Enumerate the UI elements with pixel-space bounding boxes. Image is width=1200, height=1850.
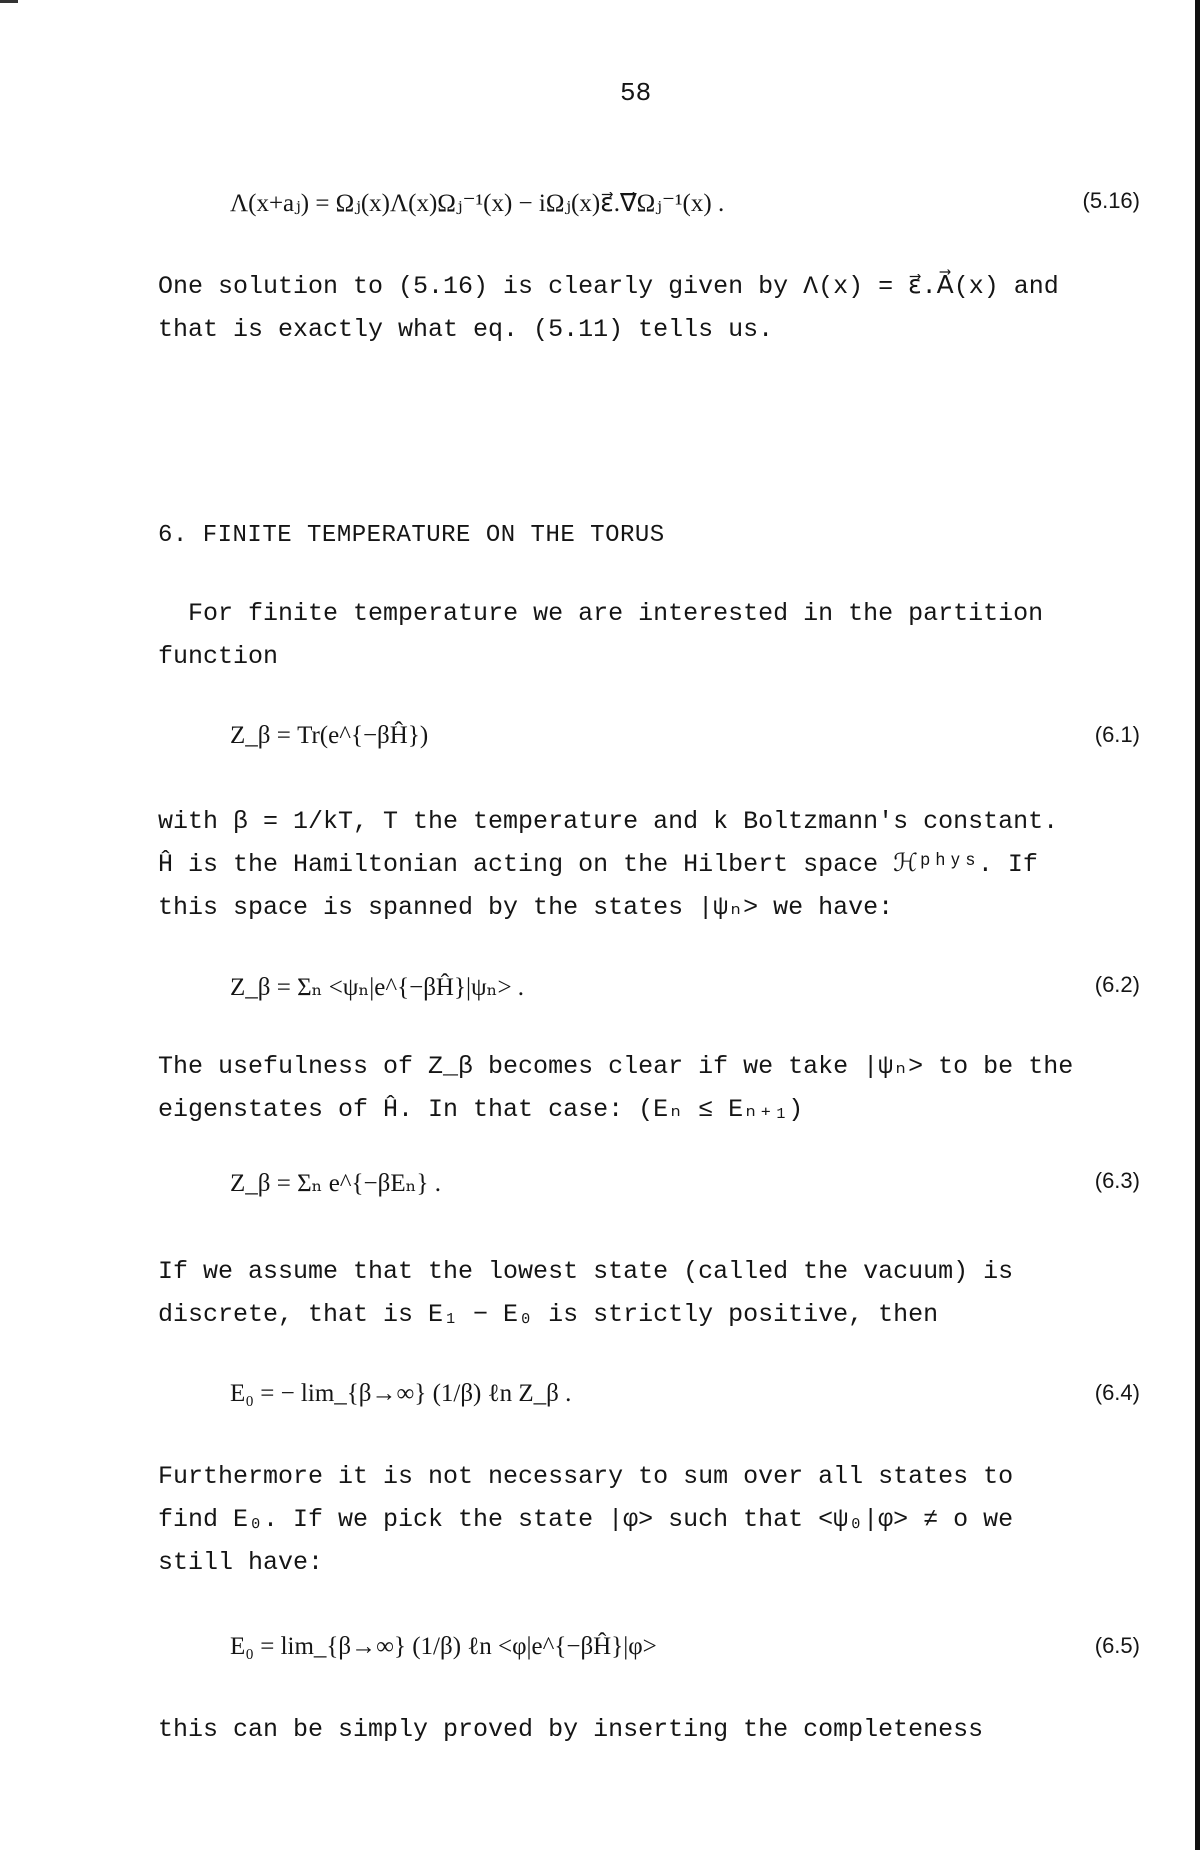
equation-6-3-body: Z_β = Σₙ e^{−βEₙ} . xyxy=(230,1170,441,1197)
equation-6-2-body: Z_β = Σₙ <ψₙ|e^{−βĤ}|ψₙ> . xyxy=(230,974,525,1001)
equation-5-16-body: Λ(x+aⱼ) = Ωⱼ(x)Λ(x)Ωⱼ⁻¹(x) − iΩⱼ(x)ε⃗.∇⃗Ωⱼ⁻¹(x) . xyxy=(230,190,725,217)
equation-6-4-number: (6.4) xyxy=(1094,1380,1140,1405)
paragraph-vacuum: If we assume that the lowest state (called the vacuum) is discrete, that is E₁ − E₀ is strictly positive, then xyxy=(158,1257,1014,1329)
equation-6-5-number: (6.5) xyxy=(1094,1633,1140,1658)
scan-corner-mark xyxy=(0,0,18,3)
equation-6-5 xyxy=(230,1633,1140,1673)
paragraph-definitions: with β = 1/kT, T the temperature and k Boltzmann's constant. Ĥ is the Hamiltonian acting on the Hilbert space ℋᵖʰʸˢ. If this space is spanned by the states |ψₙ> we have: xyxy=(158,807,1059,922)
section-heading: 6. FINITE TEMPERATURE ON THE TORUS xyxy=(158,522,665,549)
equation-6-1 xyxy=(230,722,1140,762)
equation-5-16-number: (5.16) xyxy=(1082,188,1140,213)
paragraph-solution: One solution to (5.16) is clearly given by Λ(x) = ε⃗.A⃗(x) and that is exactly what eq. (5.11) tells us. xyxy=(158,272,1059,344)
page-number: 58 xyxy=(620,78,652,108)
equation-6-2 xyxy=(230,972,1140,1012)
equation-6-5-body: E₀ = lim_{β→∞} (1/β) ℓn <φ|e^{−βĤ}|φ> xyxy=(230,1633,657,1660)
equation-6-1-body: Z_β = Tr(e^{−βĤ}) xyxy=(230,722,429,749)
equation-6-4-body: E₀ = − lim_{β→∞} (1/β) ℓn Z_β . xyxy=(230,1380,572,1407)
paragraph-completeness: this can be simply proved by inserting the completeness xyxy=(158,1715,984,1744)
paragraph-usefulness: The usefulness of Z_β becomes clear if we take |ψₙ> to be the eigenstates of Ĥ. In that case: (Eₙ ≤ Eₙ₊₁) xyxy=(158,1052,1074,1124)
equation-5-16 xyxy=(230,188,1140,228)
paragraph-furthermore: Furthermore it is not necessary to sum over all states to find E₀. If we pick the state |φ> such that <ψ₀|φ> ≠ o we still have: xyxy=(158,1462,1014,1577)
equation-6-4 xyxy=(230,1380,1140,1420)
equation-6-3 xyxy=(230,1168,1140,1208)
equation-6-2-number: (6.2) xyxy=(1094,972,1140,997)
equation-6-1-number: (6.1) xyxy=(1094,722,1140,747)
scan-page-edge xyxy=(1195,0,1200,1850)
paragraph-partition-intro: For finite temperature we are interested in the partition function xyxy=(158,599,1044,671)
equation-6-3-number: (6.3) xyxy=(1094,1168,1140,1193)
